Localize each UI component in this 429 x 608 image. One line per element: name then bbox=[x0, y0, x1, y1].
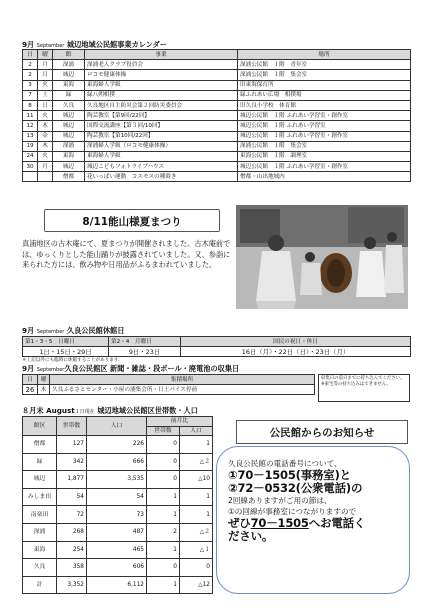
population-title: ８月末 August１日現在 城辺地域公民館区世帯数・人口 bbox=[22, 406, 198, 415]
recycle-weekday: 木 bbox=[38, 385, 50, 395]
pop-population: 465 bbox=[87, 541, 147, 559]
cal-weekday bbox=[38, 172, 53, 182]
event-title-box bbox=[44, 209, 220, 232]
pop-population: 3,535 bbox=[87, 471, 147, 489]
pop-diff-households: 0 bbox=[147, 436, 180, 454]
pop-diff-households: 0 bbox=[147, 559, 180, 577]
notice-line: ださい。 bbox=[228, 529, 274, 543]
population-table bbox=[22, 416, 213, 594]
cal-event: 東海婦人学級 bbox=[85, 80, 238, 90]
pop-diff-population: △２ bbox=[180, 523, 213, 541]
notice-call: ぜひ70－1505へお電話く bbox=[228, 516, 366, 530]
cal-day: 19 bbox=[23, 141, 38, 151]
notice-text bbox=[228, 458, 404, 543]
cal-weekday: 火 bbox=[38, 111, 53, 121]
cal-day bbox=[23, 172, 38, 182]
cal-place: 深浦公民館 １階 集会室 bbox=[238, 141, 411, 151]
calendar-row bbox=[23, 60, 411, 70]
population-row bbox=[23, 523, 213, 541]
recycle-place: 久良ふるさとセンター・小屋の浦集会所・日土パイス停前 bbox=[50, 385, 315, 395]
cal-day: 13 bbox=[23, 131, 38, 141]
recycle-title: 9月 September久良公民館区 新聞・雑誌・段ボール・廃電池の収集日 bbox=[22, 364, 240, 373]
pop-diff-households: 1 bbox=[147, 506, 180, 524]
pop-diff-population: △12 bbox=[180, 576, 213, 594]
cal-event: 花いっぱい運動 コスモスの種蒔き bbox=[85, 172, 238, 182]
pop-population: 487 bbox=[87, 523, 147, 541]
pop-header: 世帯数 bbox=[57, 417, 87, 436]
holiday-note: ＊上記以外にも臨時に休館することがあります。 bbox=[22, 358, 123, 363]
pop-diff-population: 1 bbox=[180, 436, 213, 454]
cal-place: 緑ふれあい広場 相撲場 bbox=[238, 90, 411, 100]
calendar-row bbox=[23, 172, 411, 182]
cal-event: 城辺こどもフォトライブハウス bbox=[85, 162, 238, 172]
population-row bbox=[23, 436, 213, 454]
cal-hall: 深浦 bbox=[53, 60, 85, 70]
population-row bbox=[23, 576, 213, 594]
cal-day: 2 bbox=[23, 70, 38, 80]
pop-header: 人口 bbox=[87, 417, 147, 436]
pop-area: みしま田 bbox=[23, 488, 57, 506]
cal-hall: 久良 bbox=[53, 100, 85, 110]
cal-weekday: 月 bbox=[38, 162, 53, 172]
cal-hall: 城辺 bbox=[53, 162, 85, 172]
event-title: 8/11能山様夏まつり bbox=[82, 216, 182, 228]
pop-households: 254 bbox=[57, 541, 87, 559]
cal-weekday: 金 bbox=[38, 131, 53, 141]
calendar-row bbox=[23, 151, 411, 161]
calendar-row bbox=[23, 111, 411, 121]
cal-hall: 東海 bbox=[53, 80, 85, 90]
pop-diff-population: 1 bbox=[180, 506, 213, 524]
population-row bbox=[23, 506, 213, 524]
pop-subheader: 人口 bbox=[180, 426, 213, 436]
calendar-row bbox=[23, 70, 411, 80]
calendar-row bbox=[23, 131, 411, 141]
recycle-table bbox=[22, 374, 315, 395]
pop-diff-households: 1 bbox=[147, 576, 180, 594]
cal-event: 深浦婦人学級（ロコモ健康体操） bbox=[85, 141, 238, 151]
pop-diff-population: △10 bbox=[180, 471, 213, 489]
calendar-row bbox=[23, 90, 411, 100]
pop-area: 東海 bbox=[23, 541, 57, 559]
notice-phone-1: ①70－1505(事務室)と bbox=[228, 468, 351, 482]
pop-diff-households: 2 bbox=[147, 523, 180, 541]
holiday-value: 9日・23日 bbox=[109, 347, 181, 357]
pop-diff-households: 1 bbox=[147, 488, 180, 506]
cal-weekday: 火 bbox=[38, 80, 53, 90]
pop-diff-population: 0 bbox=[180, 559, 213, 577]
cal-place: 僧都・山出地域内 bbox=[238, 172, 411, 182]
pop-diff-households: 0 bbox=[147, 453, 180, 471]
cal-weekday: 土 bbox=[38, 90, 53, 100]
pop-population: 73 bbox=[87, 506, 147, 524]
calendar-table bbox=[22, 49, 411, 182]
cal-place: 城辺公民館 １階 ふれあい学習室 bbox=[238, 121, 411, 131]
cal-place: 城辺公民館 １階 ふれあい学習室・創作室 bbox=[238, 131, 411, 141]
calendar-row bbox=[23, 100, 411, 110]
population-row bbox=[23, 488, 213, 506]
pop-population: 6,112 bbox=[87, 576, 147, 594]
cal-day: 8 bbox=[23, 100, 38, 110]
cal-day: 3 bbox=[23, 80, 38, 90]
cal-event: 深浦老人クラブ役員会 bbox=[85, 60, 238, 70]
notice-phone-2: ②72－0532(公衆電話)の bbox=[228, 481, 363, 495]
cal-day: 12 bbox=[23, 121, 38, 131]
cal-event: 陶芸教室【第10回/22回】 bbox=[85, 131, 238, 141]
calendar-title: 9月 September 城辺地域公民館事業カレンダー bbox=[22, 40, 168, 49]
pop-diff-population: △２ bbox=[180, 453, 213, 471]
cal-day: 7 bbox=[23, 90, 38, 100]
cal-hall: 深浦 bbox=[53, 141, 85, 151]
pop-diff-population: △１ bbox=[180, 541, 213, 559]
recycle-header: 曜 bbox=[38, 375, 50, 385]
notice-line: 2回線ありますがご用の節は、 bbox=[228, 496, 332, 505]
cal-header: 事業 bbox=[85, 50, 238, 60]
recycle-header: 集積場所 bbox=[50, 375, 315, 385]
pop-header: 前月比 bbox=[147, 417, 213, 427]
recycle-side-note: 収集日の前日までに持ち込んでください。 ※東宅等の持ち込みはできません。 bbox=[318, 374, 410, 402]
pop-population: 226 bbox=[87, 436, 147, 454]
pop-subheader: 世帯数 bbox=[147, 426, 180, 436]
pop-households: 358 bbox=[57, 559, 87, 577]
cal-place: 城辺公民館 １階 ふれあい学習室・創作室 bbox=[238, 162, 411, 172]
pop-area: 緑 bbox=[23, 453, 57, 471]
cal-place: 旧久良小学校 体育館 bbox=[238, 100, 411, 110]
pop-population: 54 bbox=[87, 488, 147, 506]
cal-header: 日 bbox=[23, 50, 38, 60]
cal-header: 曜 bbox=[38, 50, 53, 60]
holiday-value: 1日・15日・29日 bbox=[23, 347, 109, 357]
event-body: 真浦地区の古木庵にて、夏まつりが開催されました。古木庵前では、ゆっくりとした能山踊りが披露されていました。又、参詣に来られた方には、飲み物や日用品がふるまわれていました。 bbox=[22, 239, 231, 269]
calendar-row bbox=[23, 80, 411, 90]
cal-place: 城辺公民館 １階 ふれあい学習室・創作室 bbox=[238, 111, 411, 121]
cal-weekday: 月 bbox=[38, 70, 53, 80]
pop-area: 南楽田 bbox=[23, 506, 57, 524]
cal-weekday: 日 bbox=[38, 100, 53, 110]
cal-day: 2 bbox=[23, 60, 38, 70]
cal-event: 久良地区自主防災会第２回防災委員会 bbox=[85, 100, 238, 110]
cal-event: ロコモ健康体操 bbox=[85, 70, 238, 80]
recycle-day: 26 bbox=[23, 385, 38, 395]
holiday-header: 国民の祝日・休日 bbox=[181, 337, 411, 347]
calendar-row bbox=[23, 162, 411, 172]
cal-event: 国際交流講座【第３回/10回】 bbox=[85, 121, 238, 131]
holiday-value: 16日（月）・22日（日）・23日（月） bbox=[181, 347, 411, 357]
holiday-header: 第1・3・5 日曜日 bbox=[23, 337, 109, 347]
cal-place: 深浦公民館 １階 集会室 bbox=[238, 70, 411, 80]
cal-header: 場所 bbox=[238, 50, 411, 60]
cal-hall: 城辺 bbox=[53, 121, 85, 131]
cal-hall: 緑 bbox=[53, 90, 85, 100]
pop-header: 館区 bbox=[23, 417, 57, 436]
pop-area: 僧都 bbox=[23, 436, 57, 454]
pop-area: 城辺 bbox=[23, 471, 57, 489]
cal-hall: 城辺 bbox=[53, 131, 85, 141]
population-row bbox=[23, 559, 213, 577]
pop-households: 72 bbox=[57, 506, 87, 524]
pop-area: 計 bbox=[23, 576, 57, 594]
cal-weekday: 木 bbox=[38, 141, 53, 151]
cal-day: 24 bbox=[23, 151, 38, 161]
notice-line: ①の回線が事務室につながりますので bbox=[228, 507, 357, 516]
notice-title: 公民館からのお知らせ bbox=[269, 427, 375, 439]
pop-households: 342 bbox=[57, 453, 87, 471]
cal-day: 11 bbox=[23, 111, 38, 121]
pop-area: 深浦 bbox=[23, 523, 57, 541]
pop-households: 3,352 bbox=[57, 576, 87, 594]
pop-area: 久良 bbox=[23, 559, 57, 577]
pop-households: 54 bbox=[57, 488, 87, 506]
pop-households: 1,877 bbox=[57, 471, 87, 489]
pop-population: 606 bbox=[87, 559, 147, 577]
pop-households: 268 bbox=[57, 523, 87, 541]
cal-hall: 城辺 bbox=[53, 70, 85, 80]
holiday-title: 9月 September 久良公民館休館日 bbox=[22, 326, 125, 335]
cal-place: 東海公民館 １階 調理室 bbox=[238, 151, 411, 161]
cal-hall: 東海 bbox=[53, 151, 85, 161]
notice-line: 久良公民館の電話番号について、 bbox=[228, 459, 342, 468]
cal-header: 館 bbox=[53, 50, 85, 60]
holiday-table bbox=[22, 336, 411, 357]
cal-event: 陶芸教室【第9回/22回】 bbox=[85, 111, 238, 121]
festival-photo bbox=[236, 205, 408, 309]
calendar-row bbox=[23, 141, 411, 151]
cal-day: 30 bbox=[23, 162, 38, 172]
cal-event: 東海婦人学級 bbox=[85, 151, 238, 161]
cal-hall: 城辺 bbox=[53, 111, 85, 121]
cal-weekday: 月 bbox=[38, 60, 53, 70]
recycle-header: 日 bbox=[23, 375, 38, 385]
cal-hall: 僧都 bbox=[53, 172, 85, 182]
pop-households: 127 bbox=[57, 436, 87, 454]
cal-weekday: 火 bbox=[38, 151, 53, 161]
calendar-row bbox=[23, 121, 411, 131]
holiday-header: 第2・4 月曜日 bbox=[109, 337, 181, 347]
population-row bbox=[23, 471, 213, 489]
pop-diff-households: 1 bbox=[147, 541, 180, 559]
pop-diff-population: 1 bbox=[180, 488, 213, 506]
cal-place: 旧東海保育所 bbox=[238, 80, 411, 90]
cal-place: 深浦公民館 １階 青年室 bbox=[238, 60, 411, 70]
cal-event: 緑八朔相撲 bbox=[85, 90, 238, 100]
population-row bbox=[23, 453, 213, 471]
population-row bbox=[23, 541, 213, 559]
pop-diff-households: 0 bbox=[147, 471, 180, 489]
pop-population: 666 bbox=[87, 453, 147, 471]
notice-title-box bbox=[236, 420, 408, 444]
cal-weekday: 木 bbox=[38, 121, 53, 131]
